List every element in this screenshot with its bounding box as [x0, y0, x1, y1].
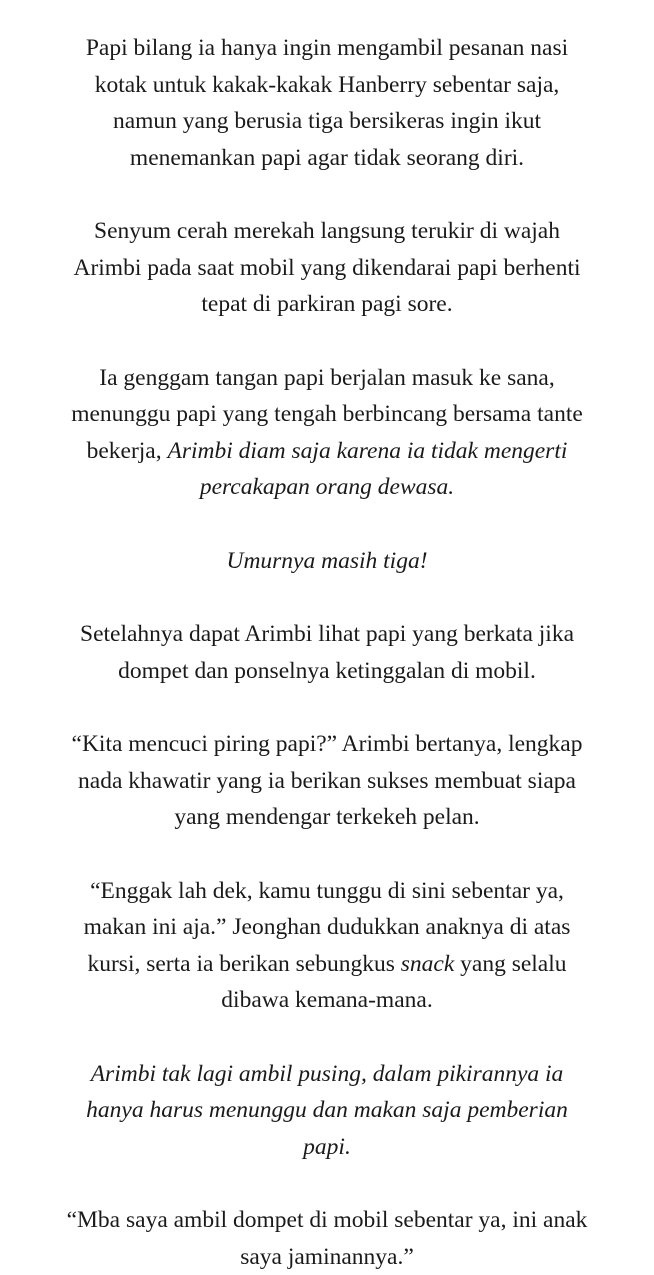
text-line: Arimbi pada saat mobil yang dikendarai papi berhenti: [30, 250, 624, 287]
italic-text-line: percakapan orang dewasa.: [30, 469, 624, 506]
paragraph-4: [30, 543, 624, 580]
paragraph-7: [30, 873, 624, 1019]
text-line: dibawa kemana-mana.: [30, 982, 624, 1019]
text-line: kotak untuk kakak-kakak Hanberry sebentar saja,: [30, 67, 624, 104]
text-line: yang mendengar terkekeh pelan.: [30, 799, 624, 836]
text-line: Ia genggam tangan papi berjalan masuk ke sana,: [30, 360, 624, 397]
text-line: “Enggak lah dek, kamu tunggu di sini sebentar ya,: [30, 873, 624, 910]
paragraph-8: [30, 1056, 624, 1166]
text-segment: bekerja,: [87, 438, 168, 464]
text-line: menunggu papi yang tengah berbincang bersama tante: [30, 396, 624, 433]
text-line: Senyum cerah merekah langsung terukir di wajah: [30, 213, 624, 250]
paragraph-9: [30, 1202, 624, 1275]
text-line-mixed: [30, 433, 624, 470]
text-line: Papi bilang ia hanya ingin mengambil pesanan nasi: [30, 30, 624, 67]
text-line: nada khawatir yang ia berikan sukses membuat siapa: [30, 763, 624, 800]
text-line: “Kita mencuci piring papi?” Arimbi bertanya, lengkap: [30, 726, 624, 763]
paragraph-1: [30, 30, 624, 176]
paragraph-2: [30, 213, 624, 323]
italic-text-line: hanya harus menunggu dan makan saja pemberian: [30, 1092, 624, 1129]
italic-text-line: Arimbi tak lagi ambil pusing, dalam pikirannya ia: [30, 1056, 624, 1093]
text-line-mixed: [30, 946, 624, 983]
text-line: dompet dan ponselnya ketinggalan di mobil.: [30, 653, 624, 690]
text-segment: kursi, serta ia berikan sebungkus: [87, 951, 400, 977]
italic-text-segment: Arimbi diam saja karena ia tidak mengerti: [168, 438, 568, 464]
paragraph-6: [30, 726, 624, 836]
text-line: makan ini aja.” Jeonghan dudukkan anaknya di atas: [30, 909, 624, 946]
italic-text-segment: snack: [401, 951, 455, 977]
paragraph-5: [30, 616, 624, 689]
text-line: saya jaminannya.”: [30, 1239, 624, 1275]
paragraph-3: [30, 360, 624, 506]
italic-text-line: Umurnya masih tiga!: [30, 543, 624, 580]
text-line: tepat di parkiran pagi sore.: [30, 286, 624, 323]
text-line: Setelahnya dapat Arimbi lihat papi yang berkata jika: [30, 616, 624, 653]
italic-text-line: papi.: [30, 1129, 624, 1166]
text-line: namun yang berusia tiga bersikeras ingin ikut: [30, 103, 624, 140]
text-segment: yang selalu: [454, 951, 566, 977]
text-line: “Mba saya ambil dompet di mobil sebentar ya, ini anak: [30, 1202, 624, 1239]
text-line: menemankan papi agar tidak seorang diri.: [30, 140, 624, 177]
